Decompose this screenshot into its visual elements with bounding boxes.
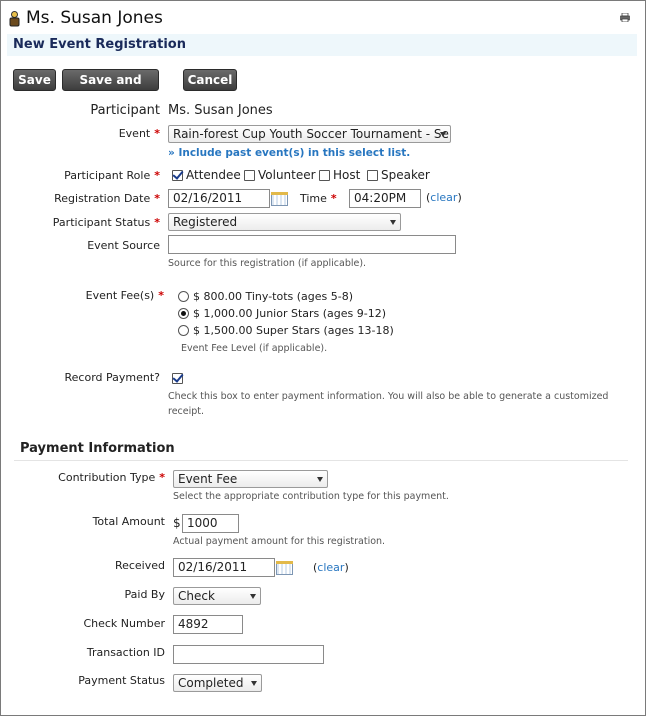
role-volunteer-label: Volunteer [258, 168, 316, 182]
payment-status-label: Payment Status [78, 674, 165, 687]
record-payment-checkbox[interactable] [172, 373, 183, 384]
calendar-icon[interactable] [271, 192, 288, 206]
form-subtitle: New Event Registration [13, 37, 186, 52]
record-payment-help-line2: receipt. [168, 406, 205, 417]
role-volunteer-checkbox[interactable] [244, 170, 255, 181]
transaction-id-label: Transaction ID [86, 646, 165, 659]
role-speaker-label: Speaker [381, 168, 430, 182]
event-select[interactable]: Rain-forest Cup Youth Soccer Tournament - Se [168, 125, 451, 143]
role-attendee-checkbox[interactable] [172, 170, 183, 181]
check-number-label: Check Number [83, 617, 165, 630]
registration-date-label: Registration Date * [54, 192, 160, 205]
role-host-label: Host [333, 168, 361, 182]
participant-status-label: Participant Status * [52, 216, 160, 229]
role-speaker-checkbox[interactable] [367, 170, 378, 181]
print-icon[interactable] [620, 13, 630, 22]
received-clear-link[interactable]: (clear) [313, 561, 349, 574]
chevron-down-icon [440, 132, 446, 137]
registration-clear-link[interactable]: (clear) [426, 191, 462, 204]
include-past-events-link[interactable]: » Include past event(s) in this select list. [168, 147, 411, 159]
participant-status-select[interactable]: Registered [168, 213, 401, 231]
page-title: Ms. Susan Jones [26, 8, 163, 28]
currency-symbol: $ [173, 516, 181, 530]
registration-date-input[interactable]: 02/16/2011 [168, 189, 270, 208]
received-date-input[interactable]: 02/16/2011 [173, 558, 275, 577]
event-source-label: Event Source [87, 239, 160, 252]
total-amount-help: Actual payment amount for this registration. [173, 536, 386, 547]
check-number-input[interactable]: 4892 [173, 615, 243, 634]
chevron-down-icon [251, 681, 257, 686]
chevron-down-icon [317, 477, 323, 482]
contribution-type-help: Select the appropriate contribution type for this payment. [173, 491, 449, 502]
payment-section-title: Payment Information [20, 441, 175, 456]
participant-role-label: Participant Role * [64, 169, 160, 182]
payment-status-select[interactable]: Completed [173, 674, 262, 692]
record-payment-label: Record Payment? [64, 371, 160, 384]
cancel-button[interactable]: Cancel [183, 69, 237, 91]
role-attendee-label: Attendee [186, 168, 241, 182]
event-fees-label: Event Fee(s) * [85, 289, 164, 302]
role-host-checkbox[interactable] [319, 170, 330, 181]
chevron-down-icon [250, 594, 256, 599]
transaction-id-input[interactable] [173, 645, 324, 664]
event-source-help: Source for this registration (if applicable). [168, 258, 367, 269]
total-amount-label: Total Amount [92, 515, 165, 528]
contribution-type-select[interactable]: Event Fee [173, 470, 328, 488]
chevron-down-icon [390, 220, 396, 225]
fee-option-radio[interactable] [178, 308, 189, 319]
paid-by-label: Paid By [124, 588, 165, 601]
participant-label: Participant [90, 103, 160, 118]
save-button[interactable]: Save [13, 69, 56, 91]
time-label: Time * [300, 192, 337, 205]
calendar-icon[interactable] [276, 561, 293, 575]
event-fee-help: Event Fee Level (if applicable). [181, 343, 328, 354]
record-payment-help-line1: Check this box to enter payment information. You will also be able to generate a customized [168, 391, 609, 402]
fee-option-label: $ 800.00 Tiny-tots (ages 5-8) [193, 290, 354, 303]
fee-option-radio[interactable] [178, 291, 189, 302]
event-label: Event * [118, 127, 160, 140]
person-icon [9, 11, 20, 27]
participant-name: Ms. Susan Jones [168, 103, 273, 118]
received-label: Received [114, 559, 165, 572]
contribution-type-label: Contribution Type * [58, 471, 165, 484]
fee-option-label: $ 1,500.00 Super Stars (ages 13-18) [193, 324, 394, 337]
time-input[interactable]: 04:20PM [349, 189, 421, 208]
paid-by-select[interactable]: Check [173, 587, 261, 605]
total-amount-input[interactable]: 1000 [182, 514, 239, 533]
fee-option-radio[interactable] [178, 325, 189, 336]
fee-option-label: $ 1,000.00 Junior Stars (ages 9-12) [193, 307, 387, 320]
section-divider [14, 460, 628, 461]
event-source-input[interactable] [168, 235, 456, 254]
save-and-new-button[interactable]: Save and New [62, 69, 159, 91]
